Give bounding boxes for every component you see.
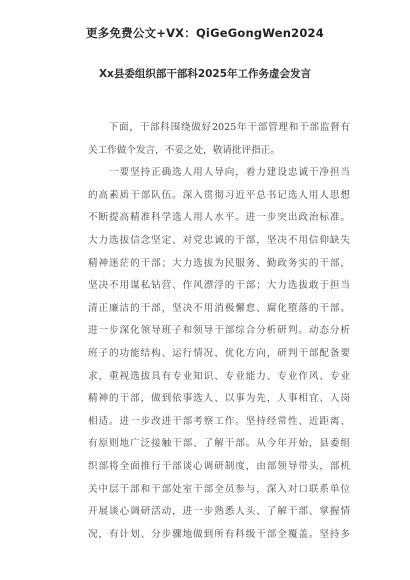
text-line: 不断提高精准科学选人用人水平。进一步突出政治标准。	[88, 212, 350, 224]
text-line: 精神的干部，做到依事选人、以事为先，人事相宜、人岗	[88, 393, 350, 405]
document-body	[88, 117, 350, 546]
text-line: 下面，干部科围绕做好2025年干部管理和干部监督有	[88, 122, 350, 133]
promo-header: 更多免费公文+VX：QiGeGongWen2024	[86, 26, 324, 40]
text-line: 求，重视选拔具有专业知识、专业能力、专业作风、专业	[88, 370, 350, 382]
text-line: 清正廉洁的干部，坚决不用消极懈怠、腐化堕落的干部。	[88, 302, 350, 314]
text-line: 的高素质干部队伍。深入贯彻习近平总书记选人用人思想	[88, 189, 350, 201]
paragraph	[88, 162, 350, 546]
text-line: 坚决不用谋私钻营、作风漂浮的干部；大力选拔敢于担当	[88, 280, 350, 292]
document-title: Xx县委组织部干部科2025年工作务虚会发言	[98, 68, 312, 80]
text-line: 精神迷茫的干部；大力选拔为民服务、勤政务实的干部，	[88, 257, 350, 269]
text-line: 况，有计划、分步骤地做到所有科级干部全覆盖。坚持多	[88, 528, 350, 540]
text-line: 进一步深化领导班子和领导干部综合分析研判。动态分析	[88, 325, 350, 337]
text-line: 大力选拔信念坚定、对党忠诚的干部，坚决不用信仰缺失	[88, 234, 350, 246]
text-line: 关中层干部和干部处室干部全员参与，深入对口联系单位	[88, 483, 350, 495]
text-line: 关工作做个发言，不妥之处，敬请批评指正。	[88, 144, 280, 156]
text-line: 一要坚持正确选人用人导向，着力建设忠诚干净担当	[88, 167, 350, 179]
text-line: 相适。进一步改进干部考察工作。坚持经常性、近距离、	[88, 415, 350, 427]
text-line: 有原则地广泛接触干部、了解干部。从今年开始，县委组	[88, 438, 350, 450]
text-line: 织部将全面推行干部谈心调研制度，由部领导带头，部机	[88, 460, 350, 472]
text-line: 开展谈心调研活动，进一步熟悉人头、了解干部、掌握情	[88, 506, 350, 518]
paragraph	[88, 117, 350, 162]
text-line: 班子的功能结构、运行情况、优化方向，研判干部配备要	[88, 347, 350, 359]
